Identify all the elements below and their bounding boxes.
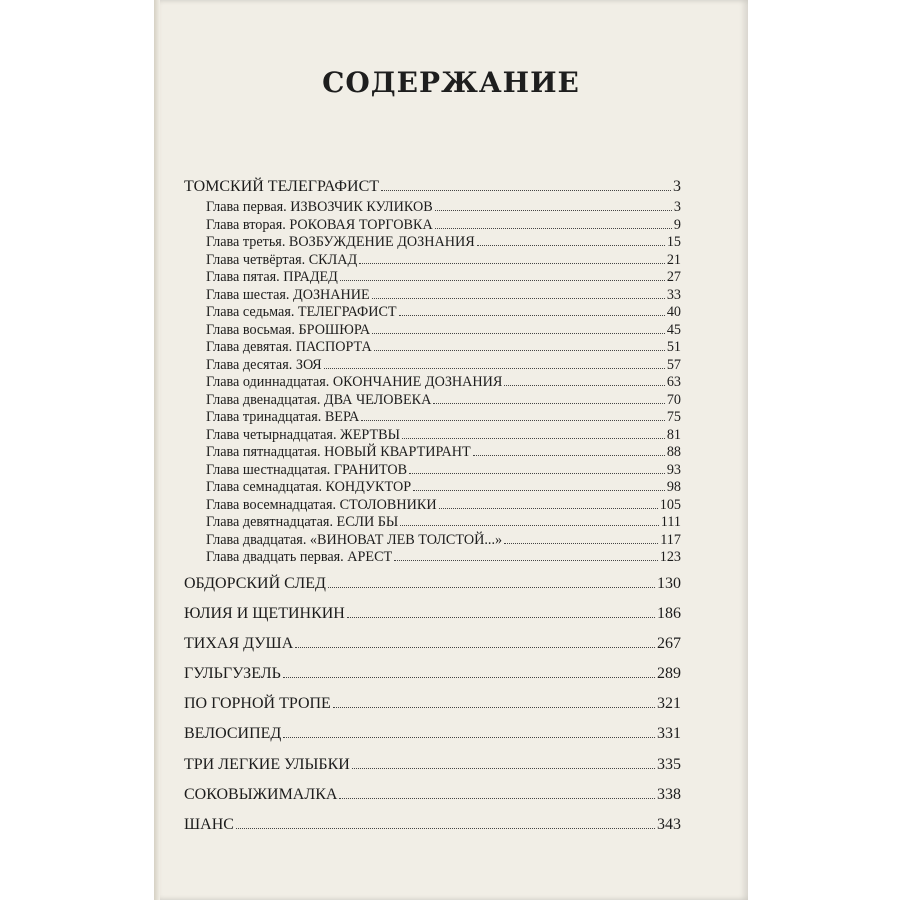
toc-page-number: 27: [666, 269, 681, 285]
page-title: СОДЕРЖАНИЕ: [322, 66, 580, 99]
toc-page-number: 33: [666, 286, 681, 303]
toc-story-entry: [184, 604, 681, 634]
toc-entry-label: Глава седьмая. ТЕЛЕГРАФИСТ: [206, 304, 397, 320]
toc-page-number: 343: [657, 816, 681, 833]
toc-page-number: 338: [657, 785, 681, 803]
toc-entry-label: Глава восемнадцатая. СТОЛОВНИКИ: [206, 496, 437, 513]
toc-entry-label: Глава одиннадцатая. ОКОНЧАНИЕ ДОЗНАНИЯ: [206, 374, 503, 390]
toc-chapter-entry: [184, 444, 681, 462]
toc-entry-label: Глава первая. ИЗВОЗЧИК КУЛИКОВ: [206, 199, 433, 215]
dot-leader: [295, 647, 655, 648]
toc-entry-label: Глава третья. ВОЗБУЖДЕНИЕ ДОЗНАНИЯ: [206, 234, 475, 250]
toc-story-entry: [184, 694, 681, 724]
toc-entry-label: Глава двадцатая. «ВИНОВАТ ЛЕВ ТОЛСТОЙ...»: [206, 531, 503, 548]
dot-leader: [394, 560, 658, 561]
toc-page-number: 321: [657, 695, 681, 713]
toc-entry-label: Глава восьмая. БРОШЮРА: [206, 321, 371, 338]
dot-leader: [381, 190, 671, 191]
dot-leader: [435, 228, 672, 229]
toc-page-number: 63: [666, 374, 681, 390]
toc-entry-label: Глава девятнадцатая. ЕСЛИ БЫ: [206, 514, 399, 530]
dot-leader: [374, 350, 665, 351]
toc-page-number: 3: [673, 199, 681, 215]
toc-entry-label: Глава семнадцатая. КОНДУКТОР: [206, 479, 412, 495]
toc-story-entry: [184, 634, 681, 664]
toc-chapter-entry: [184, 322, 681, 340]
toc-page-number: 117: [660, 531, 681, 548]
toc-chapter-entry: [184, 462, 681, 480]
toc-entry-label: ЮЛИЯ И ЩЕТИНКИН: [184, 604, 345, 622]
toc-entry-label: ВЕЛОСИПЕД: [184, 725, 282, 743]
toc-page-number: 45: [666, 321, 681, 338]
dot-leader: [361, 420, 665, 421]
toc-page-number: 70: [666, 391, 681, 408]
toc-entry-label: Глава вторая. РОКОВАЯ ТОРГОВКА: [206, 216, 433, 233]
toc-entry-label: Глава двенадцатая. ДВА ЧЕЛОВЕКА: [206, 391, 432, 408]
toc-page-number: 105: [659, 496, 681, 513]
toc-page-number: 51: [666, 339, 681, 355]
toc-chapter-entry: [184, 357, 681, 375]
toc-page-number: 289: [657, 665, 681, 683]
dot-leader: [372, 298, 665, 299]
dot-leader: [283, 737, 655, 738]
toc-chapter-entry: [184, 374, 681, 392]
toc-story-entry: [184, 785, 681, 815]
toc-chapter-entry: [184, 427, 681, 445]
toc-entry-label: ТОМСКИЙ ТЕЛЕГРАФИСТ: [184, 178, 380, 195]
dot-leader: [413, 490, 665, 491]
toc-story-entry: [184, 664, 681, 694]
toc-entry-label: Глава четырнадцатая. ЖЕРТВЫ: [206, 426, 400, 443]
toc-chapter-entry: [184, 269, 681, 287]
toc-chapter-entry: [184, 199, 681, 217]
toc-story-entry: [184, 177, 681, 199]
toc-page-number: 123: [659, 549, 681, 565]
dot-leader: [328, 587, 655, 588]
toc-entry-label: ТРИ ЛЕГКИЕ УЛЫБКИ: [184, 755, 350, 773]
page-spine-shadow: [154, 0, 160, 900]
toc-chapter-entry: [184, 514, 681, 532]
toc-entry-label: Глава четвёртая. СКЛАД: [206, 251, 358, 268]
dot-leader: [477, 245, 665, 246]
toc-entry-label: Глава двадцать первая. АРЕСТ: [206, 549, 393, 565]
dot-leader: [333, 707, 655, 708]
toc-chapter-entry: [184, 287, 681, 305]
toc-chapter-entry: [184, 549, 681, 567]
toc-chapter-entry: [184, 409, 681, 427]
dot-leader: [283, 677, 655, 678]
dot-leader: [339, 798, 655, 799]
toc-entry-label: ПО ГОРНОЙ ТРОПЕ: [184, 695, 331, 713]
dot-leader: [340, 280, 665, 281]
toc-chapter-entry: [184, 217, 681, 235]
toc-chapter-entry: [184, 392, 681, 410]
toc-entry-label: СОКОВЫЖИМАЛКА: [184, 785, 338, 803]
toc-chapter-entry: [184, 234, 681, 252]
toc-entry-label: Глава пятая. ПРАДЕД: [206, 269, 338, 285]
toc-chapter-entry: [184, 252, 681, 270]
toc-page-number: 75: [666, 409, 681, 425]
toc-page-number: 57: [666, 356, 681, 373]
toc-entry-label: ШАНС: [184, 816, 234, 833]
dot-leader: [399, 315, 665, 316]
toc-entry-label: ГУЛЬГУЗЕЛЬ: [184, 665, 281, 683]
toc-page-number: 267: [657, 634, 681, 652]
toc-entry-label: Глава тринадцатая. ВЕРА: [206, 409, 360, 425]
dot-leader: [400, 525, 659, 526]
toc-chapter-entry: [184, 339, 681, 357]
toc-page-number: 15: [666, 234, 681, 250]
dot-leader: [359, 263, 665, 264]
table-of-contents: [184, 177, 681, 845]
dot-leader: [402, 438, 665, 439]
dot-leader: [409, 473, 665, 474]
dot-leader: [433, 403, 664, 404]
toc-page-number: 111: [660, 514, 681, 530]
toc-page-number: 93: [666, 461, 681, 478]
toc-entry-label: Глава шестая. ДОЗНАНИЕ: [206, 286, 370, 303]
toc-page-number: 186: [657, 604, 681, 622]
toc-chapter-entry: [184, 497, 681, 515]
dot-leader: [439, 508, 658, 509]
dot-leader: [473, 455, 665, 456]
toc-page-number: 3: [673, 178, 681, 195]
toc-entry-label: Глава десятая. ЗОЯ: [206, 356, 322, 373]
toc-entry-label: Глава шестнадцатая. ГРАНИТОВ: [206, 461, 408, 478]
toc-entry-label: Глава пятнадцатая. НОВЫЙ КВАРТИРАНТ: [206, 444, 471, 460]
toc-page-number: 130: [657, 574, 681, 592]
toc-page-number: 88: [666, 444, 681, 460]
toc-entry-label: Глава девятая. ПАСПОРТА: [206, 339, 372, 355]
toc-page-number: 40: [666, 304, 681, 320]
dot-leader: [435, 210, 672, 211]
toc-story-entry: [184, 755, 681, 785]
toc-chapter-entry: [184, 479, 681, 497]
dot-leader: [352, 768, 655, 769]
toc-page-number: 21: [666, 251, 681, 268]
toc-page-number: 98: [666, 479, 681, 495]
toc-story-entry: [184, 574, 681, 604]
dot-leader: [372, 333, 665, 334]
toc-page-number: 331: [657, 725, 681, 743]
dot-leader: [504, 543, 658, 544]
dot-leader: [236, 828, 655, 829]
toc-page-number: 81: [666, 426, 681, 443]
toc-story-entry: [184, 724, 681, 754]
toc-page-number: 335: [657, 755, 681, 773]
toc-entry-label: ОБДОРСКИЙ СЛЕД: [184, 574, 326, 592]
toc-story-entry: [184, 815, 681, 845]
toc-entry-label: ТИХАЯ ДУША: [184, 634, 294, 652]
dot-leader: [347, 617, 655, 618]
dot-leader: [504, 385, 664, 386]
toc-chapter-entry: [184, 532, 681, 550]
toc-page-number: 9: [673, 216, 681, 233]
toc-chapter-entry: [184, 304, 681, 322]
dot-leader: [324, 368, 665, 369]
